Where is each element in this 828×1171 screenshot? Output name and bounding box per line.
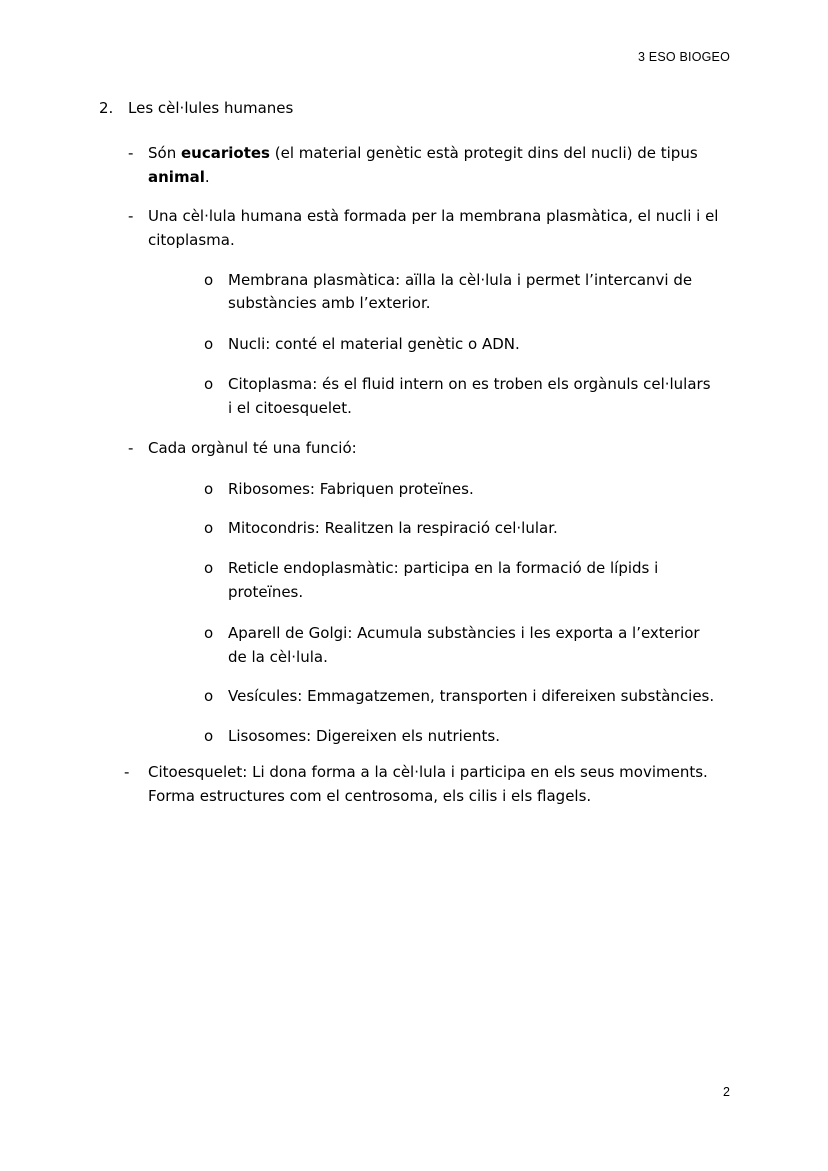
sub-item-line: Nucli: conté el material genètic o ADN. — [228, 335, 520, 353]
sub-item-line: Ribosomes: Fabriquen proteïnes. — [228, 480, 474, 498]
circle-bullet: o — [204, 375, 214, 393]
dash-bullet: - — [124, 763, 130, 781]
sub-item-line: Membrana plasmàtica: aïlla la cèl·lula i permet l’intercanvi de — [228, 271, 693, 289]
list-item-line: citoplasma. — [148, 231, 235, 249]
circle-bullet: o — [204, 335, 214, 353]
list-item-line: Són eucariotes (el material genètic està protegit dins del nucli) de tipus — [148, 144, 698, 162]
page-number: 2 — [723, 1085, 730, 1099]
sub-item-line: Lisosomes: Digereixen els nutrients. — [228, 727, 501, 745]
circle-bullet: o — [204, 519, 214, 537]
section-title-text: Les cèl·lules humanes — [128, 99, 294, 117]
page-header: 3 ESO BIOGEO — [637, 50, 730, 64]
list-item-line: Cada orgànul té una funció: — [148, 439, 357, 457]
circle-bullet: o — [204, 559, 214, 577]
sub-item-line: Aparell de Golgi: Acumula substàncies i les exporta a l’exterior — [228, 624, 700, 642]
bold-term: eucariotes — [180, 144, 270, 162]
bold-term: animal — [148, 168, 205, 186]
sub-item-line: Reticle endoplasmàtic: participa en la formació de lípids i — [228, 559, 659, 577]
sub-item-line: de la cèl·lula. — [228, 648, 328, 666]
dash-bullet: - — [128, 207, 134, 225]
list-item-line: Una cèl·lula humana està formada per la membrana plasmàtica, el nucli i el — [148, 207, 719, 225]
sub-item-line: Mitocondris: Realitzen la respiració cel·lular. — [228, 519, 558, 537]
sub-item-line: i el citoesquelet. — [228, 399, 352, 417]
section-number: 2. — [99, 99, 114, 117]
circle-bullet: o — [204, 271, 214, 289]
sub-item-line: proteïnes. — [228, 583, 304, 601]
circle-bullet: o — [204, 727, 214, 745]
section-title — [99, 99, 293, 117]
list-item-line: Forma estructures com el centrosoma, els cilis i els flagels. — [148, 787, 592, 805]
list-item-line: Citoesquelet: Li dona forma a la cèl·lula i participa en els seus moviments. — [148, 763, 708, 781]
dash-bullet: - — [128, 144, 134, 162]
dash-bullet: - — [128, 439, 134, 457]
circle-bullet: o — [204, 687, 214, 705]
circle-bullet: o — [204, 480, 214, 498]
circle-bullet: o — [204, 624, 214, 642]
sub-item-line: Citoplasma: és el fluid intern on es troben els orgànuls cel·lulars — [228, 375, 711, 393]
list-item-line: animal. — [148, 168, 210, 186]
sub-item-line: Vesícules: Emmagatzemen, transporten i difereixen substàncies. — [228, 687, 715, 705]
sub-item-line: substàncies amb l’exterior. — [228, 294, 431, 312]
